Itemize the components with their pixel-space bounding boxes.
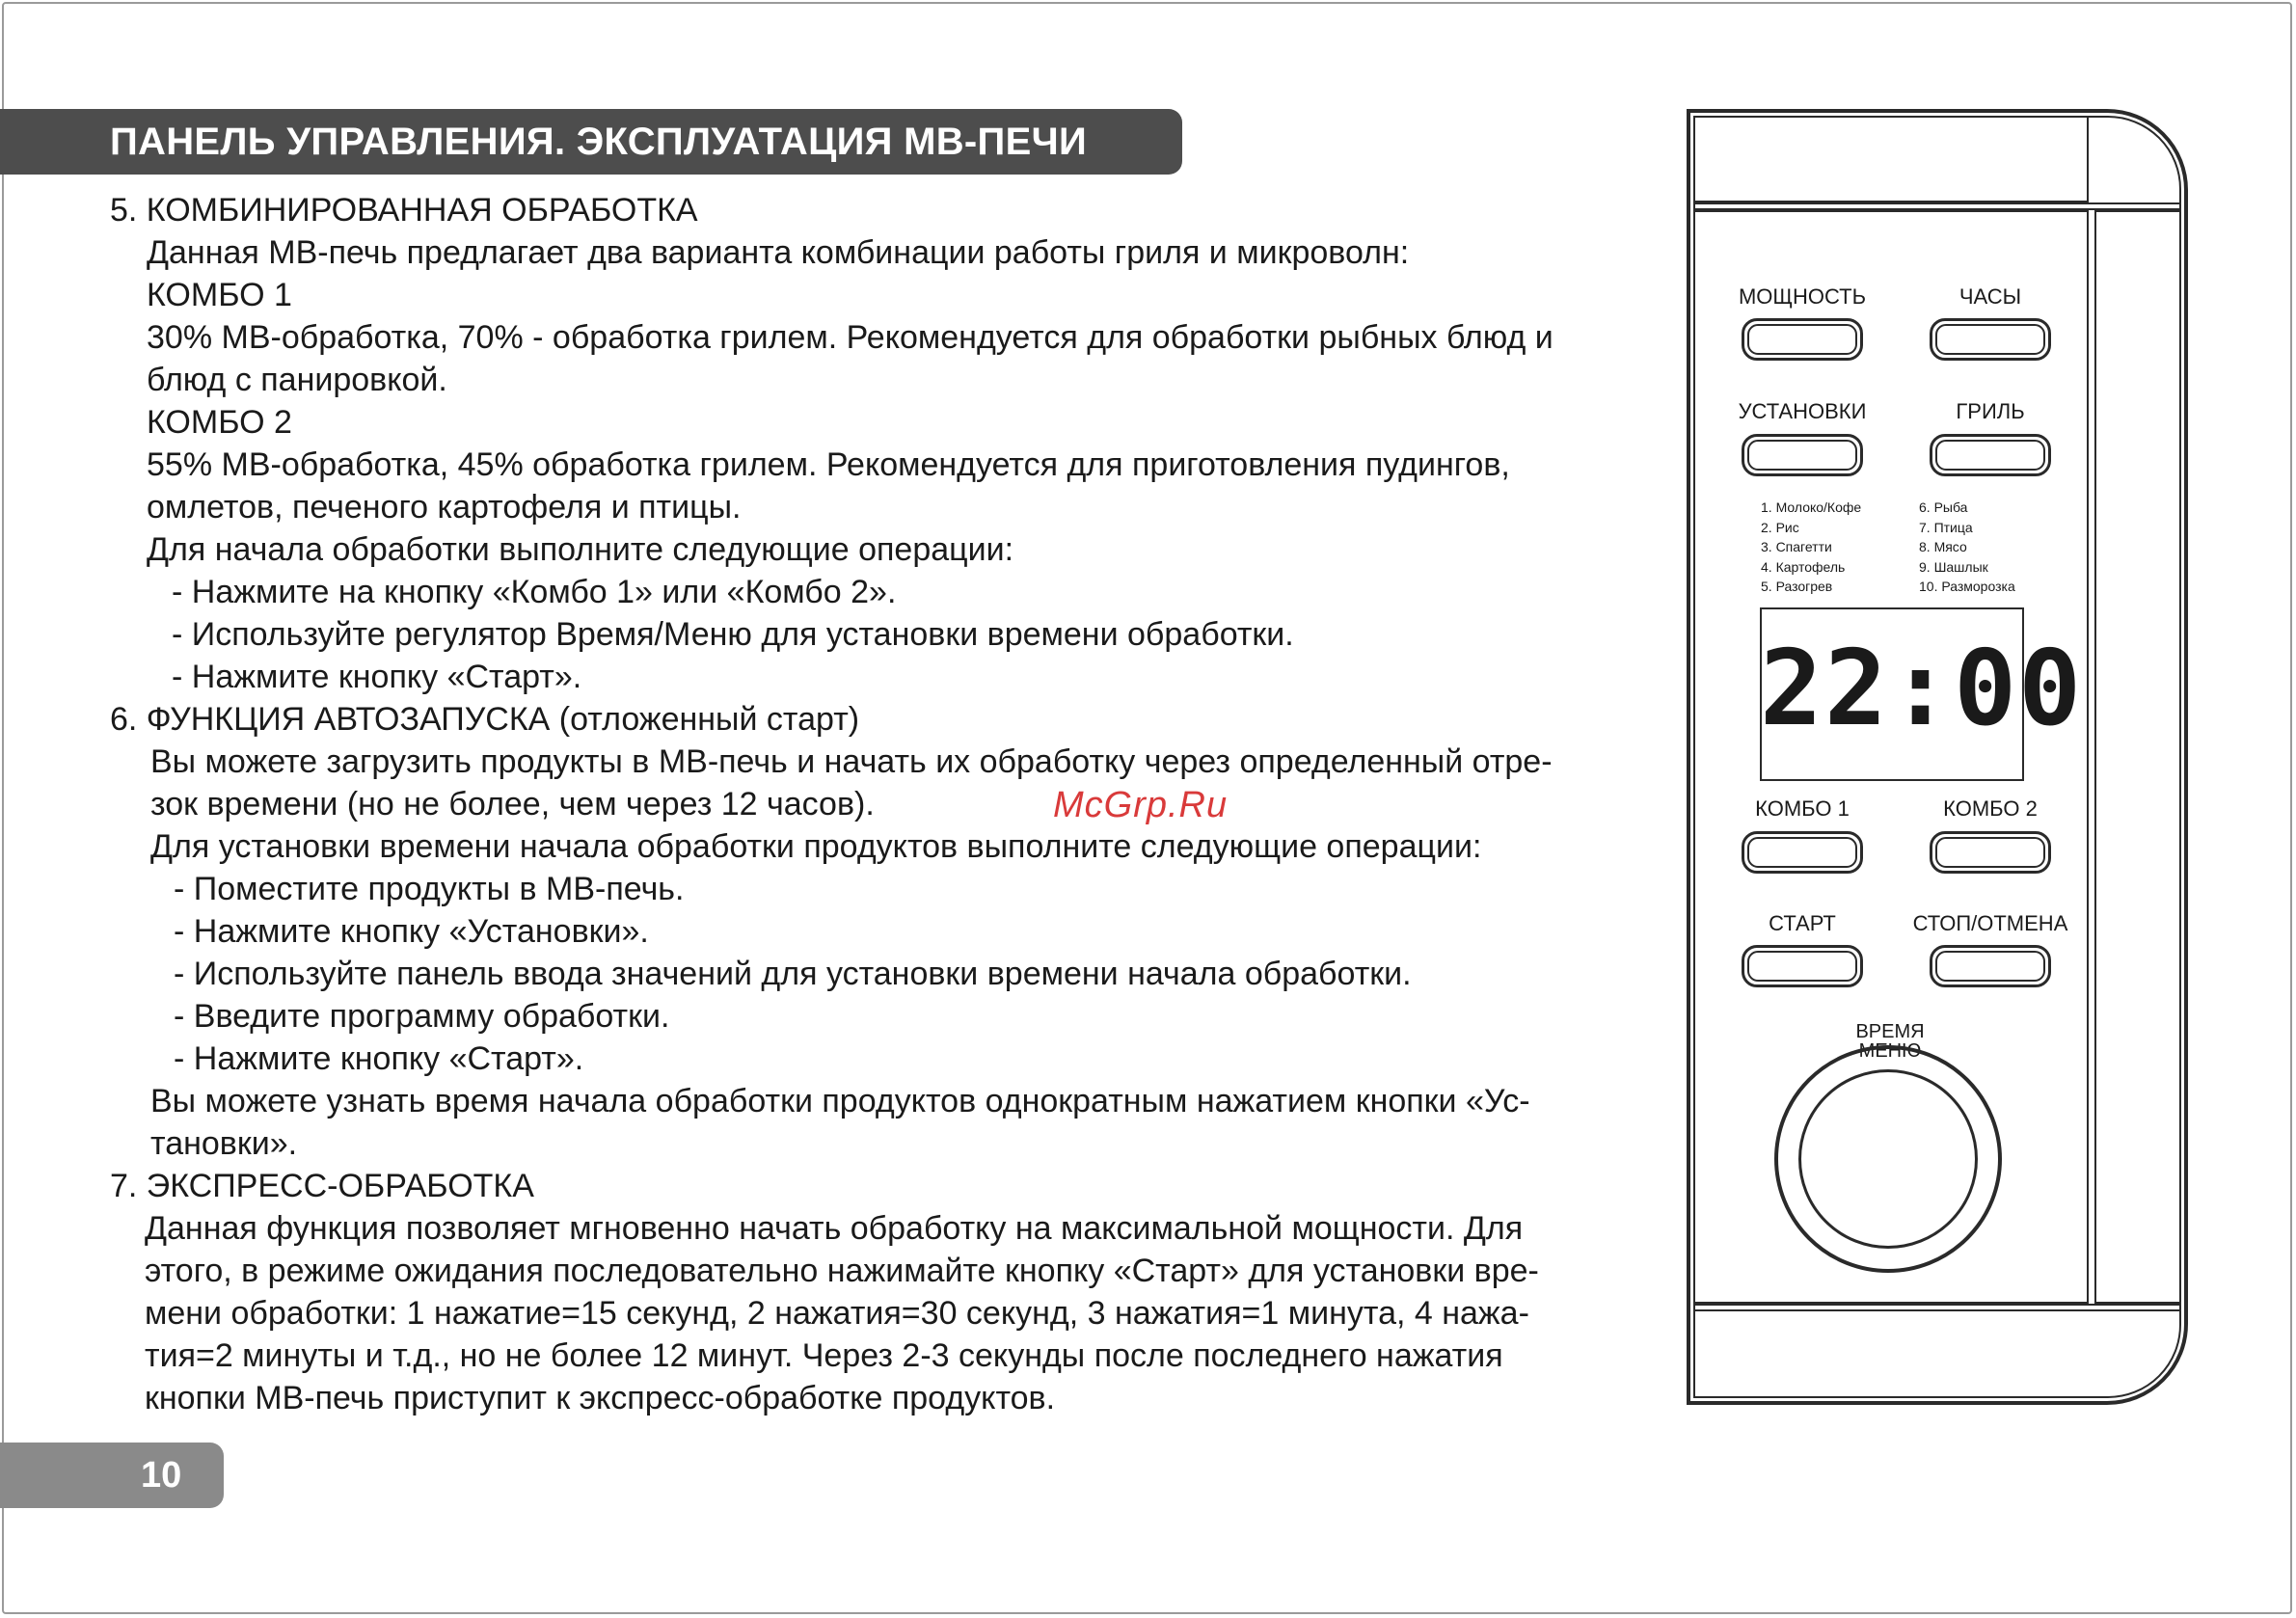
combo2-button[interactable]: [1930, 831, 2051, 874]
list-item: - Используйте регулятор Время/Меню для установки времени обработки.: [172, 616, 1294, 653]
text-line: этого, в режиме ожидания последовательно нажимайте кнопку «Старт» для установки вре-: [145, 1253, 1539, 1289]
text-line: тия=2 минуты и т.д., но не более 12 минут. Через 2-3 секунды после последнего нажатия: [145, 1337, 1503, 1374]
combo2-heading: КОМБО 2: [147, 404, 292, 441]
text-line: мени обработки: 1 нажатие=15 секунд, 2 нажатия=30 секунд, 3 нажатия=1 минута, 4 нажа-: [145, 1295, 1529, 1332]
list-item: - Нажмите кнопку «Старт».: [172, 659, 582, 695]
page-number: 10: [141, 1455, 182, 1496]
list-item: - Поместите продукты в МВ-печь.: [174, 871, 685, 907]
program-item: 6. Рыба: [1919, 499, 1968, 515]
program-item: 2. Рис: [1761, 519, 1799, 535]
combo1-button-label: КОМБО 1: [1755, 796, 1850, 821]
grill-button[interactable]: [1930, 434, 2051, 476]
panel-side-strip: [2094, 210, 2181, 1304]
stop-cancel-button[interactable]: [1930, 945, 2051, 987]
program-item: 5. Разогрев: [1761, 579, 1833, 594]
lcd-display-time: 22:00: [1760, 629, 2084, 749]
text-line: Данная функция позволяет мгновенно начать обработку на максимальной мощности. Для: [145, 1210, 1524, 1247]
knob-label-time: ВРЕМЯ: [1855, 1021, 1925, 1042]
program-list-right: [1919, 498, 2015, 597]
section-6-heading: 6. ФУНКЦИЯ АВТОЗАПУСКА (отложенный старт): [110, 701, 860, 738]
list-item: - Нажмите на кнопку «Комбо 1» или «Комбо 2».: [172, 574, 897, 610]
combo1-heading: КОМБО 1: [147, 277, 292, 313]
list-item: - Нажмите кнопку «Старт».: [174, 1040, 584, 1077]
text-line: Вы можете узнать время начала обработки продуктов однократным нажатием кнопки «Ус-: [150, 1083, 1530, 1119]
combo1-button[interactable]: [1742, 831, 1863, 874]
text-line: блюд с панировкой.: [147, 362, 447, 398]
text-line: омлетов, печеного картофеля и птицы.: [147, 489, 742, 526]
text-line: 30% МВ-обработка, 70% - обработка грилем. Рекомендуется для обработки рыбных блюд и: [147, 319, 1553, 356]
knob-label-menu: МЕНЮ: [1858, 1040, 1922, 1062]
panel-top-section: [1693, 116, 2089, 202]
settings-button[interactable]: [1742, 434, 1863, 476]
watermark: McGrp.Ru: [1053, 785, 1229, 825]
list-item: - Введите программу обработки.: [174, 998, 670, 1035]
list-item: - Нажмите кнопку «Установки».: [174, 913, 649, 950]
clock-button-label: ЧАСЫ: [1958, 284, 2022, 309]
settings-button-label: УСТАНОВКИ: [1738, 399, 1867, 423]
program-item: 3. Спагетти: [1761, 539, 1832, 554]
grill-button-label: ГРИЛЬ: [1956, 399, 2025, 423]
program-item: 7. Птица: [1919, 519, 1973, 535]
panel-bottom-separator: [1693, 1304, 2181, 1311]
program-item: 10. Разморозка: [1919, 579, 2015, 594]
page-number-tab: [0, 1443, 224, 1508]
start-button[interactable]: [1742, 945, 1863, 987]
text-line: Вы можете загрузить продукты в МВ-печь и начать их обработку через определенный отре-: [150, 743, 1553, 780]
power-button[interactable]: [1742, 318, 1863, 361]
section-5-heading: 5. КОМБИНИРОВАННАЯ ОБРАБОТКА: [110, 192, 698, 229]
text-line: Для установки времени начала обработки продуктов выполните следующие операции:: [150, 828, 1482, 865]
program-item: 9. Шашлык: [1919, 558, 1988, 575]
list-item: - Используйте панель ввода значений для установки времени начала обработки.: [174, 956, 1412, 992]
time-menu-knob-inner: [1798, 1069, 1978, 1249]
program-item: 4. Картофель: [1761, 558, 1846, 575]
panel-top-separator: [1693, 202, 2181, 210]
text-line: 55% МВ-обработка, 45% обработка грилем. Рекомендуется для приготовления пудингов,: [147, 446, 1510, 483]
text-line: Для начала обработки выполните следующие операции:: [147, 531, 1014, 568]
text-line: зок времени (но не более, чем через 12 часов).: [150, 786, 875, 822]
program-item: 8. Мясо: [1919, 539, 1967, 554]
power-button-label: МОЩНОСТЬ: [1738, 284, 1867, 309]
combo2-button-label: КОМБО 2: [1943, 796, 2038, 821]
program-list-left: [1761, 498, 1861, 597]
page-title: ПАНЕЛЬ УПРАВЛЕНИЯ. ЭКСПЛУАТАЦИЯ МВ-ПЕЧИ: [110, 121, 1088, 163]
text-line: Данная МВ-печь предлагает два варианта комбинации работы гриля и микроволн:: [147, 234, 1410, 271]
section-7-heading: 7. ЭКСПРЕСС-ОБРАБОТКА: [110, 1168, 534, 1204]
text-line: тановки».: [150, 1125, 298, 1162]
clock-button[interactable]: [1930, 318, 2051, 361]
stop-button-label: СТОП/ОТМЕНА: [1912, 911, 2068, 935]
program-item: 1. Молоко/Кофе: [1761, 499, 1862, 515]
start-button-label: СТАРТ: [1769, 911, 1836, 935]
text-line: кнопки МВ-печь приступит к экспресс-обработке продуктов.: [145, 1380, 1056, 1416]
